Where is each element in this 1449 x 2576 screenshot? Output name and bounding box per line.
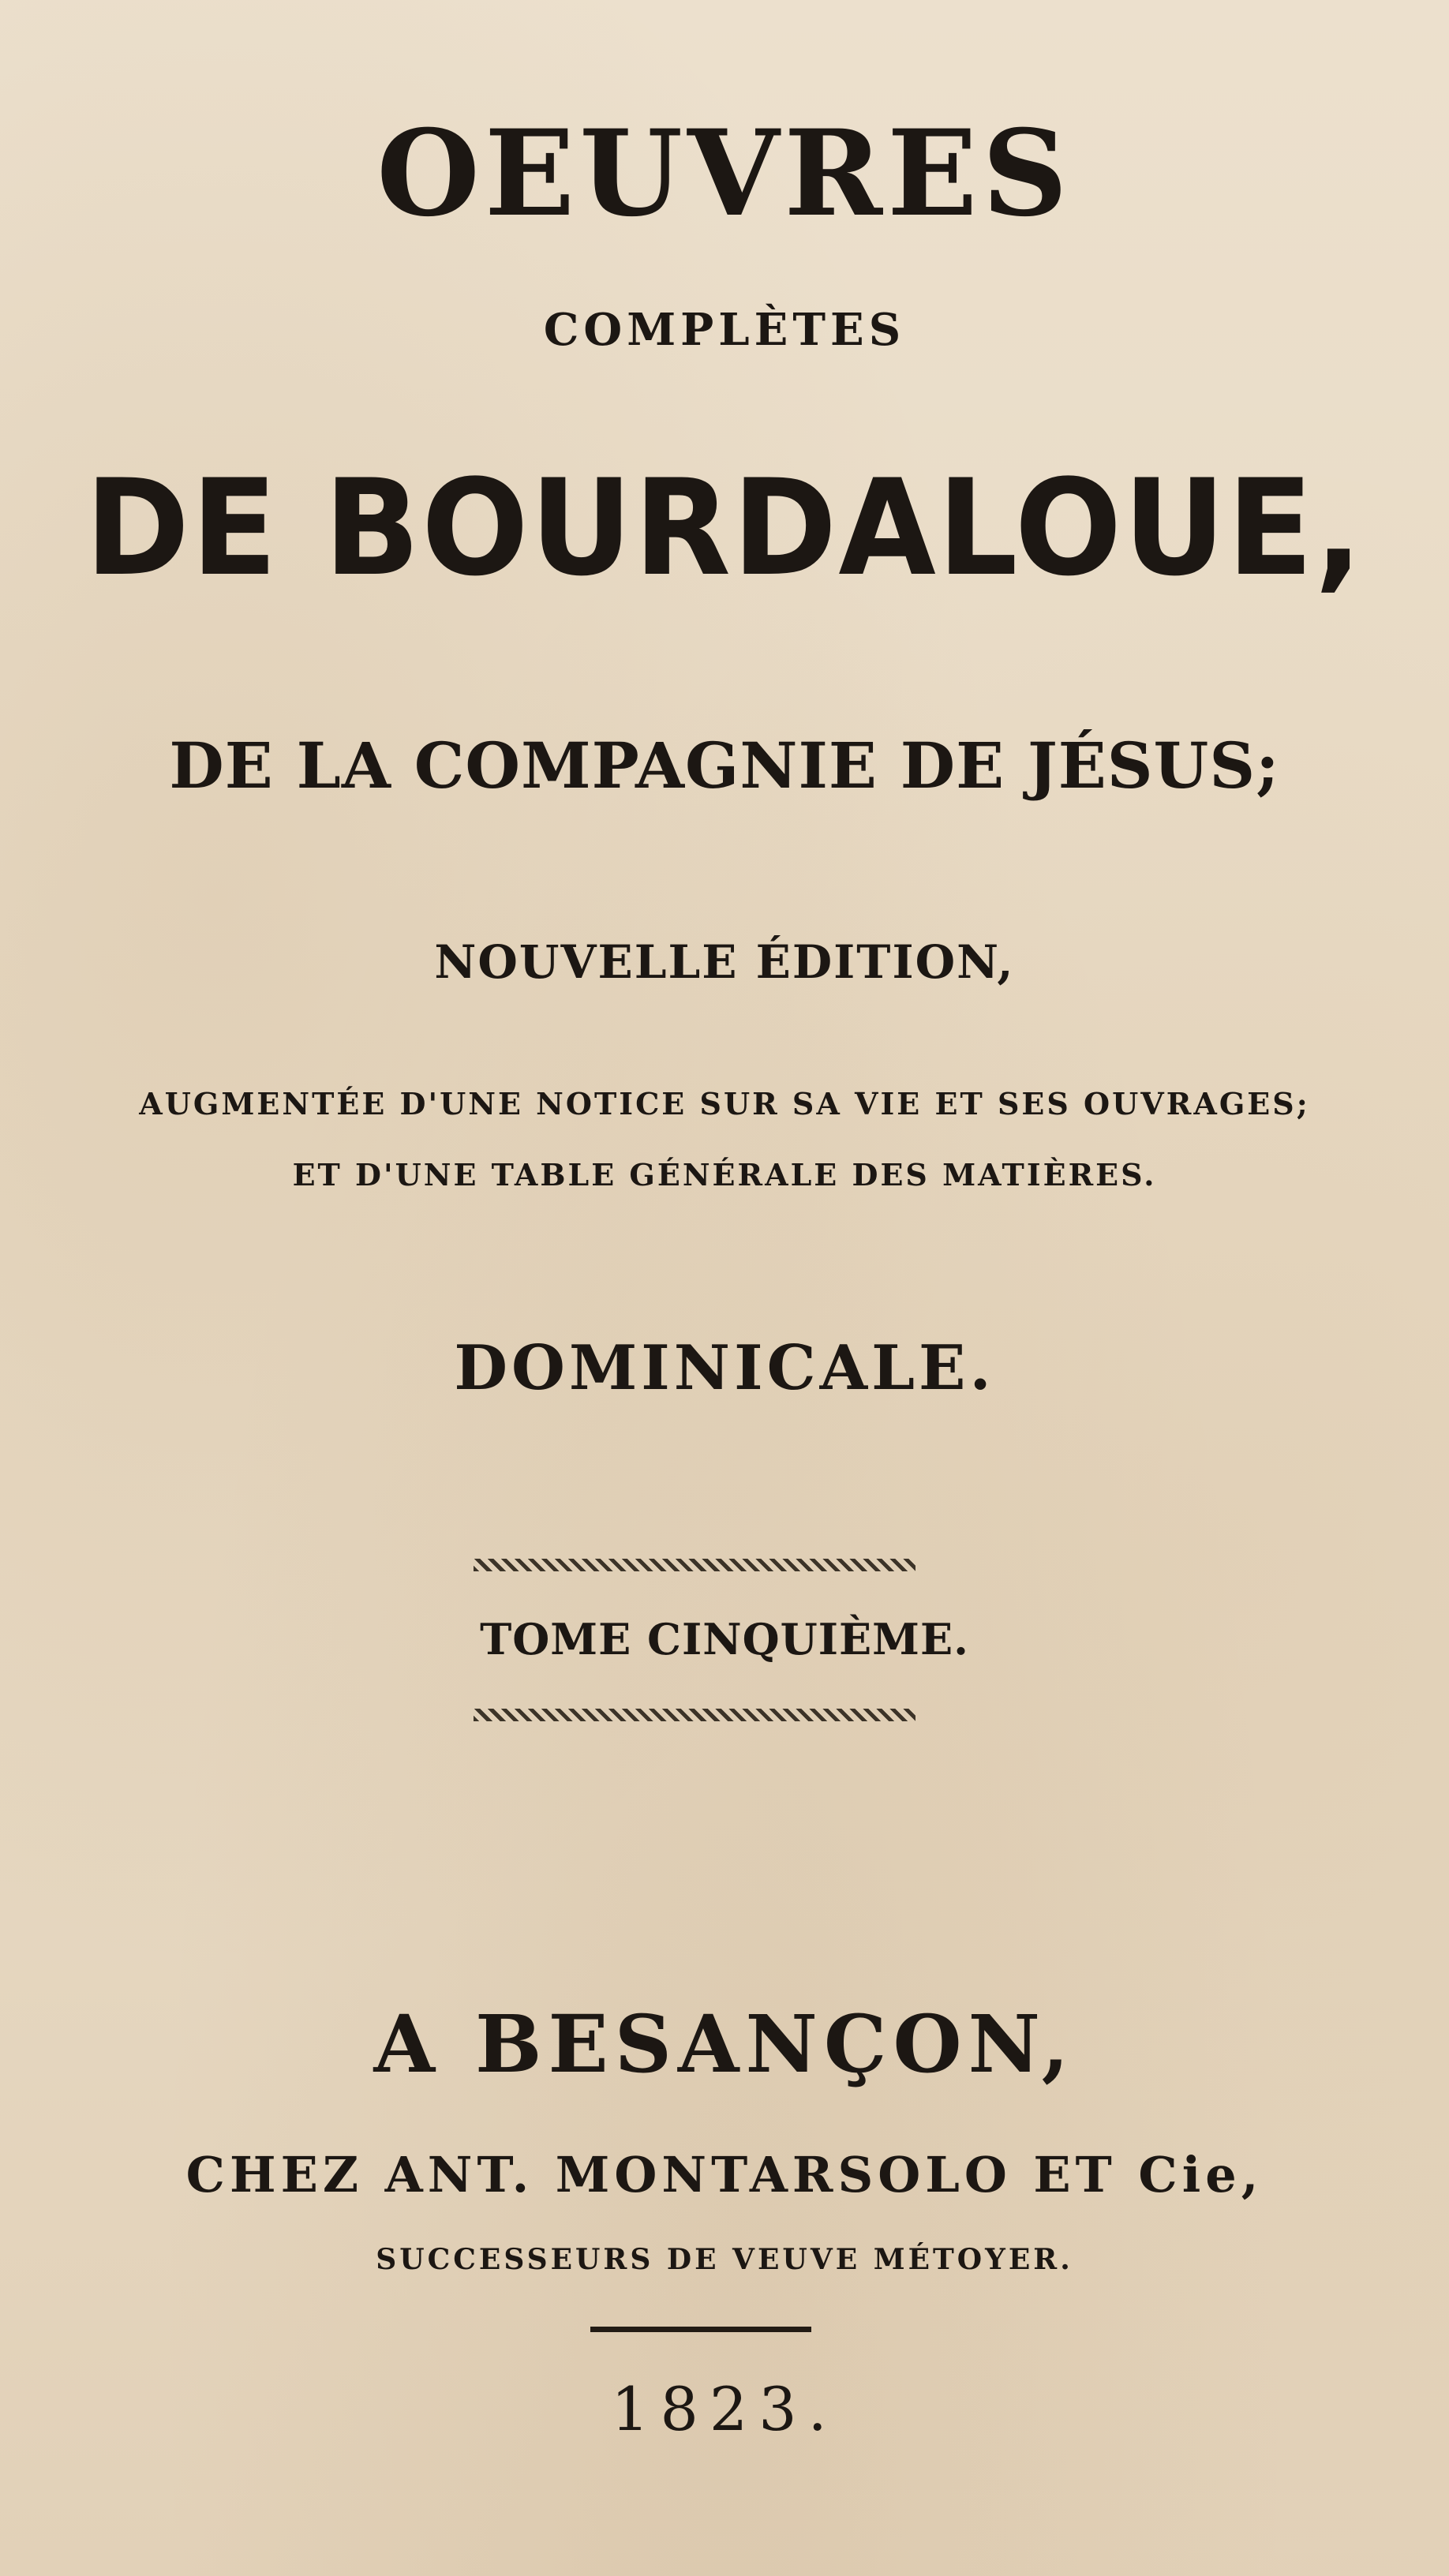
imprint-publisher: CHEZ ANT. MONTARSOLO ET Cie, <box>185 2146 1264 2203</box>
volume-label: TOME CINQUIÈME. <box>480 1614 969 1664</box>
ornamental-rule-top <box>474 1559 915 1571</box>
publication-year: 1823. <box>611 2374 838 2444</box>
section-title: DOMINICALE. <box>454 1332 995 1404</box>
imprint-rule <box>590 2327 811 2332</box>
author-name: DE BOURDALOUE, <box>84 451 1365 605</box>
edition-line: NOUVELLE ÉDITION, <box>434 935 1015 989</box>
augmentation-line-1: AUGMENTÉE D'UNE NOTICE SUR SA VIE ET SES OUVRAGES; <box>139 1086 1310 1121</box>
imprint-place: A BESANÇON, <box>373 1998 1076 2091</box>
title-completes: COMPLÈTES <box>543 304 906 356</box>
augmentation-line-2: ET D'UNE TABLE GÉNÉRALE DES MATIÈRES. <box>292 1157 1157 1193</box>
ornamental-rule-bottom <box>474 1709 915 1721</box>
society-line: DE LA COMPAGNIE DE JÉSUS; <box>169 728 1280 803</box>
imprint-successors: SUCCESSEURS DE VEUVE MÉTOYER. <box>376 2243 1073 2276</box>
title-oeuvres: OEUVRES <box>376 104 1073 243</box>
